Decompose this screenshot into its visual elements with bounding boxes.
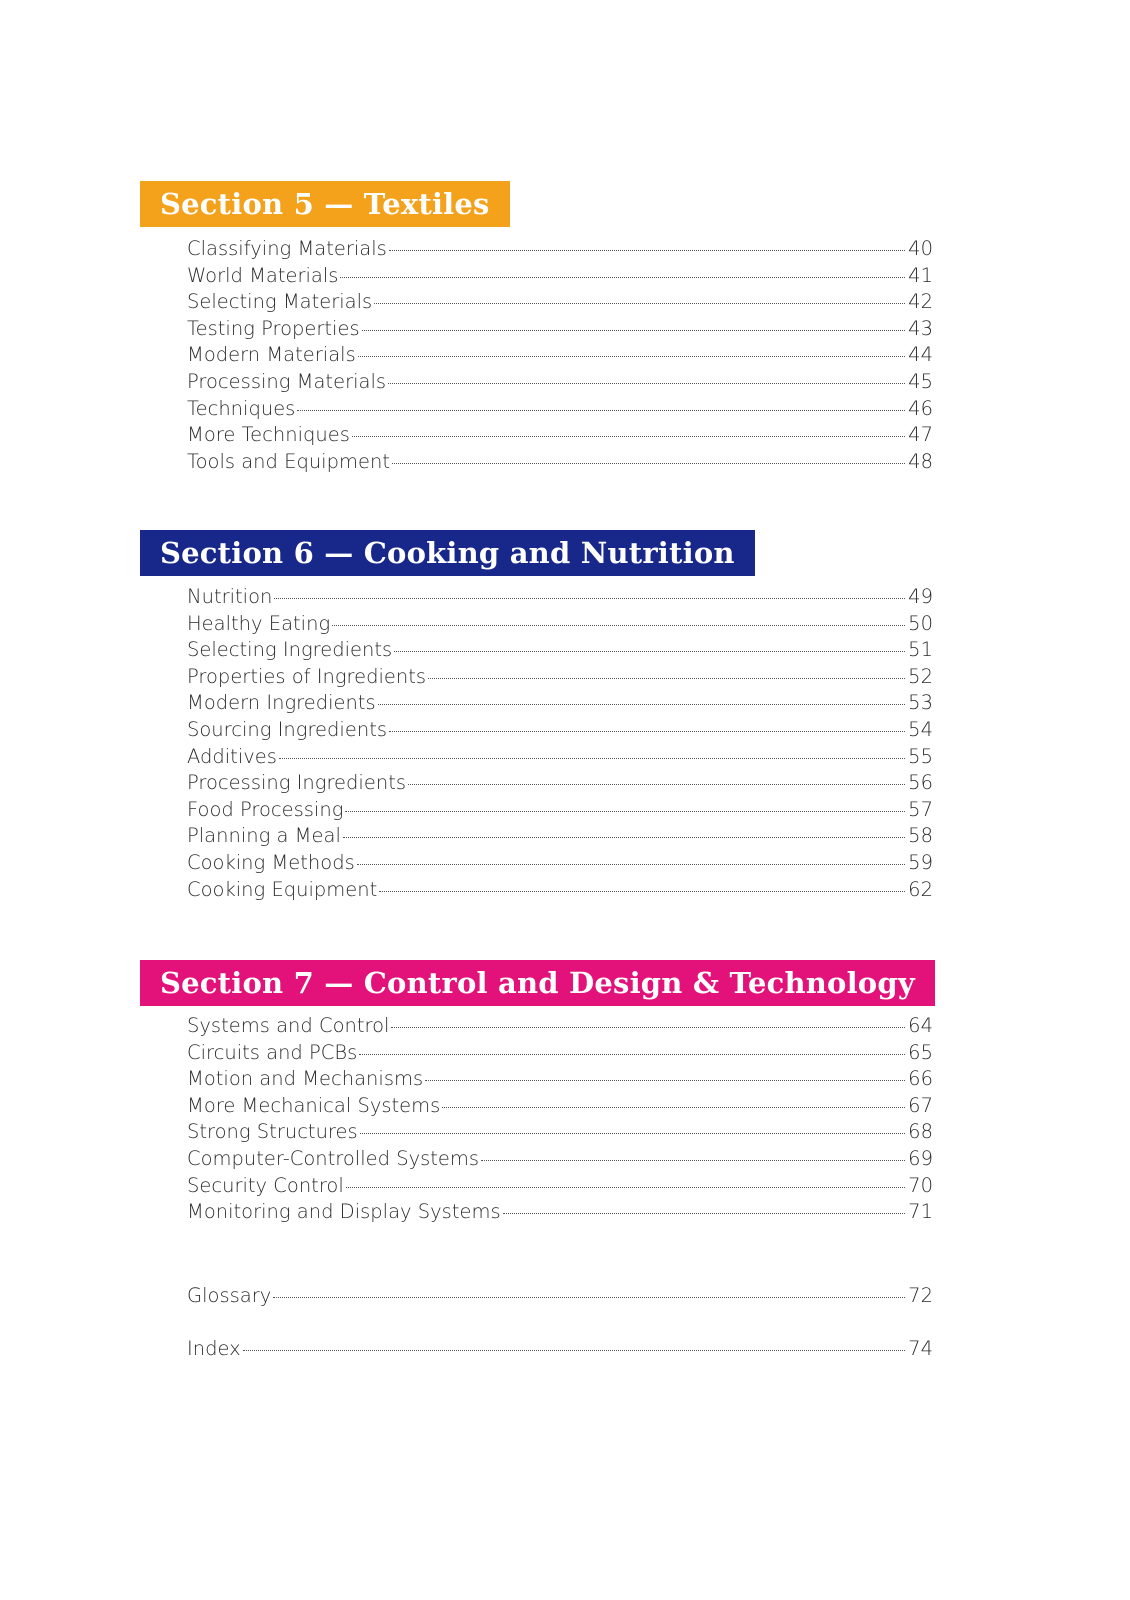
- toc-entry-page: 41: [908, 263, 933, 287]
- toc-entry-page: 56: [908, 771, 933, 795]
- toc-entry-page: 69: [908, 1146, 933, 1170]
- toc-entry-page: 62: [908, 877, 933, 901]
- toc-entry-page: 50: [908, 611, 933, 635]
- toc-entry-title: Processing Materials: [187, 369, 387, 393]
- section-5-title: Section 5 — Textiles: [160, 187, 490, 221]
- dot-leader: [391, 1027, 905, 1028]
- toc-entry[interactable]: [187, 824, 933, 851]
- index-page: 74: [908, 1337, 933, 1360]
- section-5-toc: [187, 237, 933, 476]
- dot-leader: [346, 1187, 905, 1188]
- dot-leader: [408, 784, 905, 785]
- toc-entry-page: 51: [908, 638, 933, 662]
- toc-entry[interactable]: [187, 771, 933, 798]
- toc-entry[interactable]: [187, 290, 933, 317]
- section-6-toc: [187, 585, 933, 904]
- toc-entry-title: Security Control: [187, 1173, 344, 1197]
- toc-entry-title: Testing Properties: [187, 316, 360, 340]
- section-5-header: [140, 181, 510, 227]
- toc-entry-title: Techniques: [187, 396, 296, 420]
- toc-entry[interactable]: [187, 798, 933, 825]
- toc-entry-page: 65: [908, 1040, 933, 1064]
- toc-entry-title: Healthy Eating: [187, 611, 331, 635]
- dot-leader: [374, 303, 905, 304]
- toc-entry[interactable]: [187, 745, 933, 772]
- toc-entry[interactable]: [187, 1067, 933, 1094]
- index-entry[interactable]: [187, 1337, 933, 1360]
- dot-leader: [360, 1133, 905, 1134]
- glossary-entry[interactable]: [187, 1284, 933, 1307]
- toc-entry-title: More Mechanical Systems: [187, 1093, 441, 1117]
- toc-entry-title: Selecting Ingredients: [187, 638, 393, 662]
- dot-leader: [297, 410, 905, 411]
- toc-entry-title: Planning a Meal: [187, 824, 341, 848]
- dot-leader: [340, 277, 905, 278]
- toc-entry-page: 43: [908, 316, 933, 340]
- toc-entry[interactable]: [187, 1094, 933, 1121]
- dot-leader: [345, 811, 905, 812]
- toc-entry-page: 67: [908, 1093, 933, 1117]
- dot-leader: [358, 356, 905, 357]
- toc-entry[interactable]: [187, 638, 933, 665]
- toc-entry[interactable]: [187, 1120, 933, 1147]
- toc-entry-page: 49: [908, 585, 933, 608]
- dot-leader: [389, 250, 905, 251]
- dot-leader: [379, 891, 905, 892]
- dot-leader: [352, 436, 905, 437]
- toc-entry-page: 66: [908, 1067, 933, 1091]
- toc-entry-title: Computer-Controlled Systems: [187, 1146, 480, 1170]
- toc-entry[interactable]: [187, 1200, 933, 1227]
- dot-leader: [279, 758, 905, 759]
- toc-entry-page: 55: [908, 744, 933, 768]
- toc-entry-page: 45: [908, 369, 933, 393]
- toc-entry-page: 44: [908, 343, 933, 367]
- toc-entry-page: 64: [908, 1014, 933, 1037]
- toc-entry-title: Classifying Materials: [187, 237, 387, 260]
- toc-entry-page: 47: [908, 423, 933, 447]
- glossary-page: 72: [908, 1284, 933, 1307]
- toc-entry-title: Nutrition: [187, 585, 273, 608]
- toc-entry-title: More Techniques: [187, 423, 350, 447]
- toc-entry[interactable]: [187, 237, 933, 264]
- dot-leader: [389, 731, 905, 732]
- toc-entry[interactable]: [187, 370, 933, 397]
- toc-entry-title: Processing Ingredients: [187, 771, 407, 795]
- toc-entry[interactable]: [187, 423, 933, 450]
- toc-entry[interactable]: [187, 612, 933, 639]
- toc-entry-title: Additives: [187, 744, 277, 768]
- dot-leader: [273, 1297, 905, 1298]
- dot-leader: [378, 704, 905, 705]
- toc-entry-page: 71: [908, 1200, 933, 1224]
- glossary-title: Glossary: [187, 1284, 272, 1307]
- toc-entry[interactable]: [187, 1147, 933, 1174]
- toc-entry[interactable]: [187, 851, 933, 878]
- toc-entry-title: Tools and Equipment: [187, 449, 390, 473]
- toc-entry-title: World Materials: [187, 263, 339, 287]
- toc-entry-title: Sourcing Ingredients: [187, 717, 388, 741]
- toc-entry-page: 40: [908, 237, 933, 260]
- toc-entry-title: Selecting Materials: [187, 290, 373, 314]
- toc-entry[interactable]: [187, 317, 933, 344]
- section-7-toc: [187, 1014, 933, 1227]
- toc-entry-page: 52: [908, 664, 933, 688]
- toc-entry-title: Strong Structures: [187, 1120, 358, 1144]
- toc-entry-page: 70: [908, 1173, 933, 1197]
- dot-leader: [357, 864, 905, 865]
- toc-entry-page: 57: [908, 797, 933, 821]
- toc-entry-title: Modern Ingredients: [187, 691, 376, 715]
- toc-entry[interactable]: [187, 343, 933, 370]
- toc-entry[interactable]: [187, 1014, 933, 1041]
- dot-leader: [481, 1160, 905, 1161]
- toc-entry-page: 54: [908, 717, 933, 741]
- dot-leader: [362, 330, 906, 331]
- toc-entry[interactable]: [187, 397, 933, 424]
- dot-leader: [428, 678, 905, 679]
- toc-entry[interactable]: [187, 1174, 933, 1201]
- dot-leader: [274, 598, 905, 599]
- toc-entry-page: 59: [908, 850, 933, 874]
- toc-entry[interactable]: [187, 691, 933, 718]
- toc-entry[interactable]: [187, 878, 933, 905]
- toc-entry[interactable]: [187, 718, 933, 745]
- toc-entry-title: Motion and Mechanisms: [187, 1067, 424, 1091]
- dot-leader: [442, 1107, 905, 1108]
- dot-leader: [243, 1350, 905, 1351]
- section-6-title: Section 6 — Cooking and Nutrition: [160, 536, 735, 570]
- toc-entry-page: 42: [908, 290, 933, 314]
- section-7-title: Section 7 — Control and Design & Technology: [160, 966, 915, 1000]
- toc-entry[interactable]: [187, 585, 933, 612]
- dot-leader: [425, 1080, 905, 1081]
- section-6-header: [140, 530, 755, 576]
- toc-entry[interactable]: [187, 450, 933, 477]
- toc-entry-title: Properties of Ingredients: [187, 664, 427, 688]
- section-7-header: [140, 960, 935, 1006]
- toc-entry-title: Food Processing: [187, 797, 344, 821]
- toc-entry-page: 58: [908, 824, 933, 848]
- dot-leader: [392, 463, 905, 464]
- toc-entry-title: Circuits and PCBs: [187, 1040, 358, 1064]
- dot-leader: [394, 651, 905, 652]
- toc-entry[interactable]: [187, 1041, 933, 1068]
- toc-entry-page: 53: [908, 691, 933, 715]
- dot-leader: [388, 383, 905, 384]
- toc-entry-title: Cooking Methods: [187, 850, 355, 874]
- toc-entry-title: Monitoring and Display Systems: [187, 1200, 501, 1224]
- toc-entry[interactable]: [187, 665, 933, 692]
- dot-leader: [343, 837, 905, 838]
- toc-entry-title: Systems and Control: [187, 1014, 390, 1037]
- dot-leader: [503, 1213, 906, 1214]
- dot-leader: [332, 625, 905, 626]
- index-title: Index: [187, 1337, 241, 1360]
- toc-entry-page: 68: [908, 1120, 933, 1144]
- toc-entry-page: 48: [908, 449, 933, 473]
- toc-entry-page: 46: [908, 396, 933, 420]
- toc-entry-title: Modern Materials: [187, 343, 356, 367]
- toc-entry-title: Cooking Equipment: [187, 877, 378, 901]
- dot-leader: [359, 1054, 905, 1055]
- toc-entry[interactable]: [187, 264, 933, 291]
